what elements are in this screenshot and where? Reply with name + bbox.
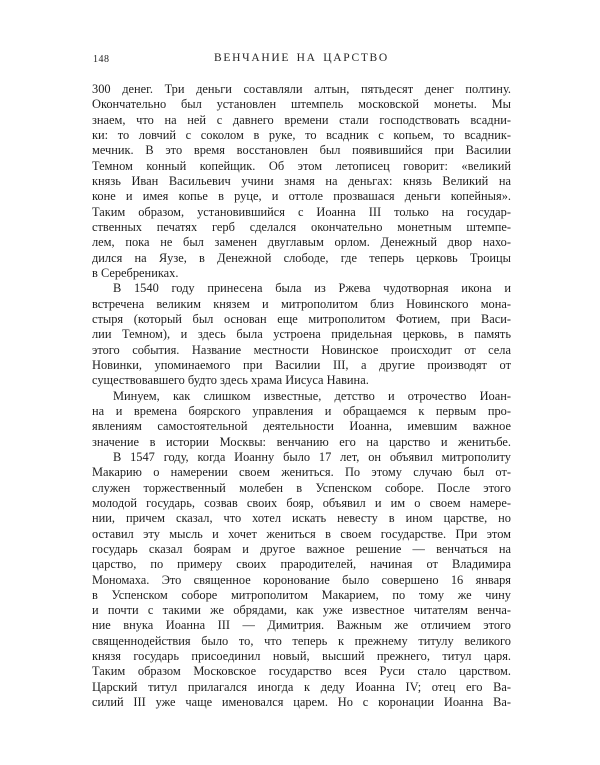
text-line: этого события. Название местности Новинское происходит от села: [92, 342, 511, 357]
text-line: В 1540 году принесена была из Ржева чудотворная икона и: [113, 281, 511, 296]
text-line: Мономаха. Это священное коронование было совершено 16 января: [92, 572, 511, 587]
text-line: В 1547 году, когда Иоанну было 17 лет, он объявил митрополиту: [113, 449, 511, 464]
text-line: Макарию о намерении своем жениться. По этому случаю был от-: [92, 465, 511, 480]
text-line: Таким образом Московское государство всея Руси стало царством.: [92, 664, 511, 679]
text-line: лем, пока не был заменен двуглавым орлом. Денежный двор нахо-: [92, 235, 511, 250]
text-line: стыря (который был основан еще митрополитом Фотием, при Васи-: [92, 311, 511, 326]
text-line: в Успенском соборе митрополитом Макарием, по тому же чину: [92, 587, 511, 602]
body-text: [92, 82, 511, 710]
text-line: молодой государь, созвав своих бояр, объявил и им о своем намере-: [92, 495, 511, 510]
text-line: Новинки, упоминаемого при Василии III, а другие производят от: [92, 357, 511, 372]
text-line: ние внука Иоанна III — Димитрия. Важным же отличием этого: [92, 618, 511, 633]
text-line: 300 денег. Три деньги составляли алтын, пятьдесят денег полтину.: [92, 82, 511, 96]
text-line: Темном конный копейщик. Об этом летописец говорит: «великий: [92, 158, 511, 173]
text-line: Окончательно был установлен штемпель московской монеты. Мы: [92, 97, 511, 112]
text-line: в Серебрениках.: [92, 265, 179, 280]
text-line: нии, причем сказал, что хотел искать невесту в ином царстве, но: [92, 511, 511, 526]
text-line: ки: то ловчий с соколом в руке, то всадник с копьем, то всадник-: [92, 127, 511, 142]
text-line: значение в истории Москвы: венчанию его на царство и женитьбе.: [92, 434, 511, 449]
text-line: князь Иван Васильевич учини знамя на деньгах: князь Великий на: [92, 173, 511, 188]
text-line: священнодействия было то, что теперь к прежнему титулу великого: [92, 633, 511, 648]
text-line: Таким образом, установившийся с Иоанна III только на государ-: [92, 204, 511, 219]
text-line: князя государь присоединил новый, высший прежнего, титул царя.: [92, 649, 511, 664]
text-line: мечник. В это время восстановлен был появившийся при Василии: [92, 143, 511, 158]
text-line: ственных печатях герб сделался окончательно монетным штемпе-: [92, 219, 511, 234]
text-line: Царский титул прилагался иногда к деду Иоанна IV; отец его Ва-: [92, 679, 511, 694]
text-line: царство, по примеру своих прародителей, начиная от Владимира: [92, 557, 511, 572]
text-line: коне и имея копье в руце, и оттоле прозвашася деньги копейныя».: [92, 189, 511, 204]
text-line: служен торжественный молебен в Успенском соборе. После этого: [92, 480, 511, 495]
text-line: Минуем, как слишком известные, детство и отрочество Иоан-: [113, 388, 511, 403]
page-header: [92, 52, 511, 68]
text-line: знаем, что на ней с давнего времени стали господствовать всадни-: [92, 112, 511, 127]
text-line: дился на Яузе, в Денежной слободе, где теперь церковь Троицы: [92, 250, 511, 265]
text-line: и почти с такими же обрядами, как уже известное читателям венча-: [92, 603, 511, 618]
text-line: государь сказал боярам и другое важное решение — венчаться на: [92, 541, 511, 556]
text-line: на и времена боярского управления и обращаемся к первым про-: [92, 403, 511, 418]
text-line: явлениям самостоятельной деятельности Иоанна, имевшим важное: [92, 419, 511, 434]
text-line: силий III уже чаще именовался царем. Но с коронации Иоанна Ва-: [92, 695, 511, 710]
text-line: встречена великим князем и митрополитом близ Новинского мона-: [92, 296, 511, 311]
text-line: лии Темном), и здесь была устроена придельная церковь, в память: [92, 327, 511, 342]
running-title: ВЕНЧАНИЕ НА ЦАРСТВО: [214, 52, 389, 64]
text-line: оставил эту мысль и хочет жениться в своем государстве. При этом: [92, 526, 511, 541]
text-line: существовавшего будто здесь храма Иисуса Навина.: [92, 373, 369, 388]
page-number: 148: [93, 54, 110, 65]
